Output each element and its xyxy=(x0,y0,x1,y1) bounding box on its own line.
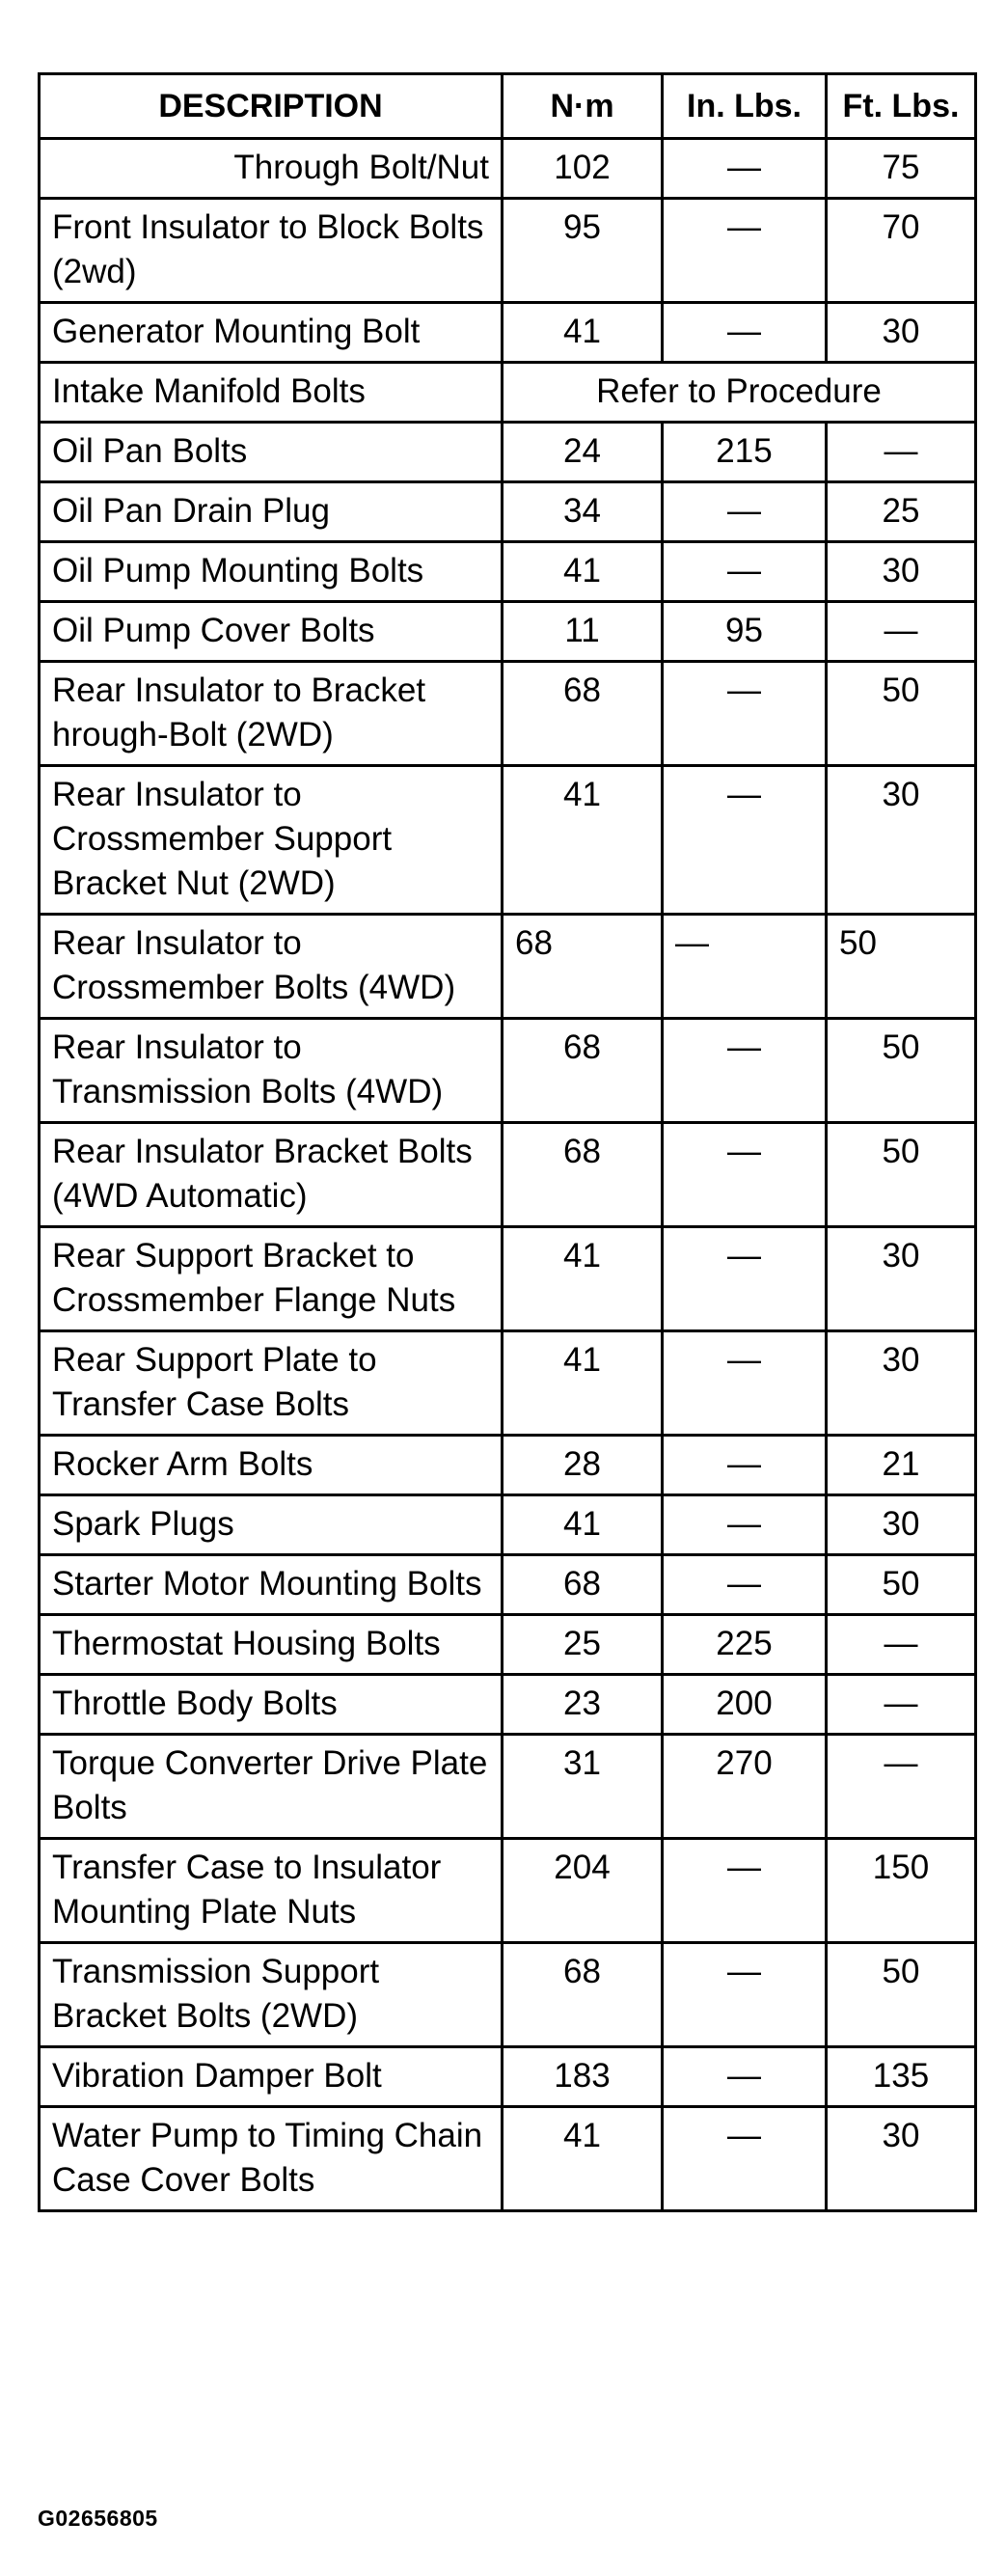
nm-cell: 102 xyxy=(503,139,663,199)
description-cell: Oil Pan Bolts xyxy=(40,423,503,482)
table-row xyxy=(40,363,976,423)
description-cell: Thermostat Housing Bolts xyxy=(40,1615,503,1675)
header-in-lbs: In. Lbs. xyxy=(663,74,827,139)
torque-spec-table xyxy=(38,72,977,2212)
in-lbs-cell: 95 xyxy=(663,602,827,662)
table-row xyxy=(40,662,976,766)
description-cell: Torque Converter Drive Plate Bolts xyxy=(40,1735,503,1839)
ft-lbs-cell: 30 xyxy=(827,1331,976,1436)
figure-id: G02656805 xyxy=(38,2506,158,2531)
table-row xyxy=(40,2047,976,2107)
description-cell: Oil Pan Drain Plug xyxy=(40,482,503,542)
table-row xyxy=(40,1839,976,1943)
description-cell: Generator Mounting Bolt xyxy=(40,303,503,363)
description-cell: Rocker Arm Bolts xyxy=(40,1436,503,1495)
table-row xyxy=(40,1019,976,1123)
nm-cell: 11 xyxy=(503,602,663,662)
nm-cell: 25 xyxy=(503,1615,663,1675)
in-lbs-cell: — xyxy=(663,199,827,303)
description-cell: Vibration Damper Bolt xyxy=(40,2047,503,2107)
nm-cell: 41 xyxy=(503,766,663,915)
description-cell: Front Insulator to Block Bolts (2wd) xyxy=(40,199,503,303)
table-row xyxy=(40,1123,976,1227)
in-lbs-cell: — xyxy=(663,662,827,766)
in-lbs-cell: — xyxy=(663,1943,827,2047)
ft-lbs-cell: 30 xyxy=(827,1495,976,1555)
description-cell: Oil Pump Mounting Bolts xyxy=(40,542,503,602)
in-lbs-cell: — xyxy=(663,1019,827,1123)
description-cell: Rear Insulator to Bracket hrough-Bolt (2WD) xyxy=(40,662,503,766)
nm-cell: 34 xyxy=(503,482,663,542)
nm-cell: 24 xyxy=(503,423,663,482)
table-row xyxy=(40,1555,976,1615)
description-cell: Rear Support Plate to Transfer Case Bolts xyxy=(40,1331,503,1436)
in-lbs-cell: — xyxy=(663,139,827,199)
nm-cell: 68 xyxy=(503,915,663,1019)
ft-lbs-cell: 50 xyxy=(827,1019,976,1123)
nm-cell: 23 xyxy=(503,1675,663,1735)
ft-lbs-cell: — xyxy=(827,423,976,482)
description-cell: Rear Insulator to Crossmember Support Bracket Nut (2WD) xyxy=(40,766,503,915)
ft-lbs-cell: 30 xyxy=(827,542,976,602)
description-cell: Water Pump to Timing Chain Case Cover Bolts xyxy=(40,2107,503,2211)
in-lbs-cell: — xyxy=(663,1123,827,1227)
nm-cell: 28 xyxy=(503,1436,663,1495)
ft-lbs-cell: — xyxy=(827,602,976,662)
description-cell: Oil Pump Cover Bolts xyxy=(40,602,503,662)
description-cell: Through Bolt/Nut xyxy=(40,139,503,199)
in-lbs-cell: — xyxy=(663,915,827,1019)
in-lbs-cell: — xyxy=(663,2047,827,2107)
description-cell: Throttle Body Bolts xyxy=(40,1675,503,1735)
in-lbs-cell: — xyxy=(663,1839,827,1943)
table-row xyxy=(40,1675,976,1735)
ft-lbs-cell: 25 xyxy=(827,482,976,542)
table-row xyxy=(40,199,976,303)
nm-cell: 41 xyxy=(503,2107,663,2211)
header-description: DESCRIPTION xyxy=(40,74,503,139)
header-row xyxy=(40,74,976,139)
ft-lbs-cell: — xyxy=(827,1675,976,1735)
table-row xyxy=(40,1615,976,1675)
description-cell: Transfer Case to Insulator Mounting Plate Nuts xyxy=(40,1839,503,1943)
in-lbs-cell: — xyxy=(663,1555,827,1615)
in-lbs-cell: — xyxy=(663,1227,827,1331)
table-row xyxy=(40,1227,976,1331)
table-row xyxy=(40,766,976,915)
ft-lbs-cell: 30 xyxy=(827,2107,976,2211)
in-lbs-cell: — xyxy=(663,1331,827,1436)
description-cell: Rear Insulator to Crossmember Bolts (4WD) xyxy=(40,915,503,1019)
table-row xyxy=(40,1331,976,1436)
ft-lbs-cell: 75 xyxy=(827,139,976,199)
table-row xyxy=(40,2107,976,2211)
nm-cell: 68 xyxy=(503,1123,663,1227)
table-row xyxy=(40,482,976,542)
nm-cell: 31 xyxy=(503,1735,663,1839)
table-row xyxy=(40,602,976,662)
description-cell: Rear Insulator to Transmission Bolts (4WD) xyxy=(40,1019,503,1123)
in-lbs-cell: — xyxy=(663,542,827,602)
table-row xyxy=(40,1495,976,1555)
table-row xyxy=(40,139,976,199)
ft-lbs-cell: 50 xyxy=(827,1123,976,1227)
description-cell: Spark Plugs xyxy=(40,1495,503,1555)
nm-cell: 68 xyxy=(503,1019,663,1123)
table-row xyxy=(40,1943,976,2047)
header-nm: N·m xyxy=(503,74,663,139)
ft-lbs-cell: 30 xyxy=(827,766,976,915)
table-row xyxy=(40,1436,976,1495)
ft-lbs-cell: 135 xyxy=(827,2047,976,2107)
in-lbs-cell: — xyxy=(663,766,827,915)
table-row xyxy=(40,423,976,482)
ft-lbs-cell: 50 xyxy=(827,1555,976,1615)
table-row xyxy=(40,1735,976,1839)
in-lbs-cell: — xyxy=(663,482,827,542)
nm-cell: 95 xyxy=(503,199,663,303)
description-cell: Rear Insulator Bracket Bolts (4WD Automatic) xyxy=(40,1123,503,1227)
in-lbs-cell: 215 xyxy=(663,423,827,482)
in-lbs-cell: 225 xyxy=(663,1615,827,1675)
nm-cell: 41 xyxy=(503,1495,663,1555)
ft-lbs-cell: 50 xyxy=(827,662,976,766)
procedure-note-cell: Refer to Procedure xyxy=(503,363,976,423)
ft-lbs-cell: 50 xyxy=(827,1943,976,2047)
nm-cell: 183 xyxy=(503,2047,663,2107)
ft-lbs-cell: 50 xyxy=(827,915,976,1019)
table-row xyxy=(40,542,976,602)
description-cell: Transmission Support Bracket Bolts (2WD) xyxy=(40,1943,503,2047)
table-row xyxy=(40,915,976,1019)
in-lbs-cell: 200 xyxy=(663,1675,827,1735)
nm-cell: 41 xyxy=(503,303,663,363)
nm-cell: 41 xyxy=(503,542,663,602)
in-lbs-cell: — xyxy=(663,303,827,363)
in-lbs-cell: 270 xyxy=(663,1735,827,1839)
description-cell: Rear Support Bracket to Crossmember Flange Nuts xyxy=(40,1227,503,1331)
ft-lbs-cell: 150 xyxy=(827,1839,976,1943)
nm-cell: 68 xyxy=(503,1555,663,1615)
header-ft-lbs: Ft. Lbs. xyxy=(827,74,976,139)
ft-lbs-cell: — xyxy=(827,1615,976,1675)
ft-lbs-cell: 21 xyxy=(827,1436,976,1495)
ft-lbs-cell: — xyxy=(827,1735,976,1839)
in-lbs-cell: — xyxy=(663,1436,827,1495)
nm-cell: 68 xyxy=(503,662,663,766)
ft-lbs-cell: 30 xyxy=(827,1227,976,1331)
description-cell: Starter Motor Mounting Bolts xyxy=(40,1555,503,1615)
nm-cell: 41 xyxy=(503,1331,663,1436)
nm-cell: 41 xyxy=(503,1227,663,1331)
ft-lbs-cell: 30 xyxy=(827,303,976,363)
nm-cell: 68 xyxy=(503,1943,663,2047)
in-lbs-cell: — xyxy=(663,2107,827,2211)
in-lbs-cell: — xyxy=(663,1495,827,1555)
nm-cell: 204 xyxy=(503,1839,663,1943)
description-cell: Intake Manifold Bolts xyxy=(40,363,503,423)
table-row xyxy=(40,303,976,363)
ft-lbs-cell: 70 xyxy=(827,199,976,303)
